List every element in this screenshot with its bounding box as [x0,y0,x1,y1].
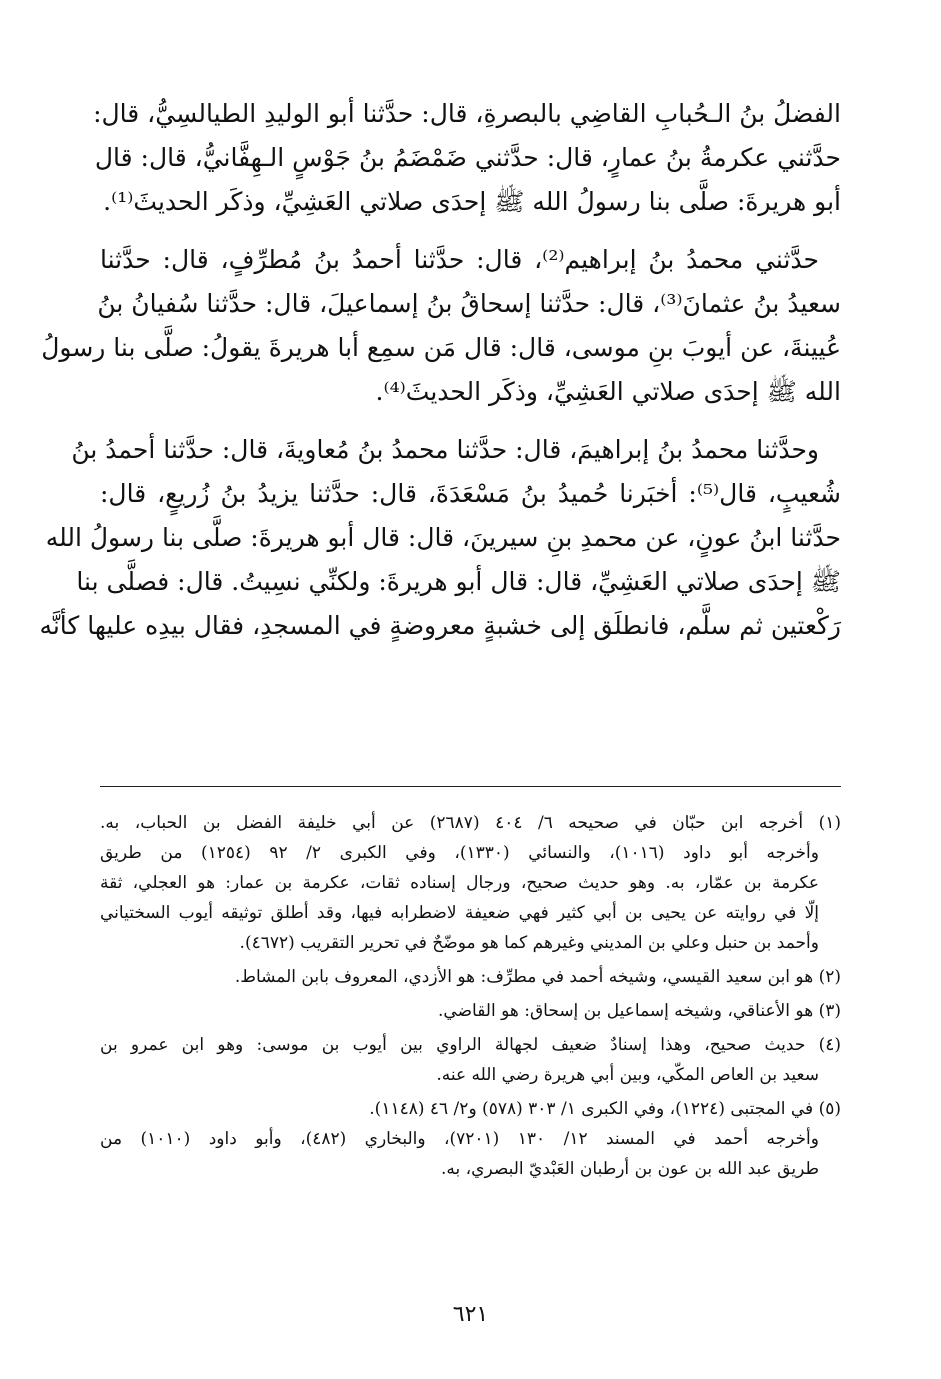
text-line: سعيدُ بنُ عثمانَ⁽³⁾، قال: حدَّثنا إسحاقُ بنُ إسماعيلَ، قال: حدَّثنا سُفيانُ بنُ [97,289,841,318]
text-line: الفضلُ بنُ الـحُبابِ القاضِي بالبصرةِ، قال: حدَّثنا أبو الوليدِ الطيالسِيُّ، قال: [93,99,841,128]
page-number: ٦٢١ [452,1302,489,1327]
text-line: حدَّثنا ابنُ عونٍ، عن محمدِ بنِ سيرينَ، قال: قال أبو هريرةَ: صلَّى بنا رسولُ الله [45,523,841,552]
footnote-5 [100,1094,841,1184]
text-line: رَكْعتين ثم سلَّم، فانطلَق إلى خشبةٍ معروضةٍ في المسجدِ، فقال بيدِه عليها كأنَّه [39,611,841,640]
footnote-line: عكرمة بن عمّار، به. وهو حديث صحيح، ورجال إسناده ثقات، عكرمة بن عمار: هو العجلي، ثقة [100,873,819,893]
paragraph-2 [41,238,841,414]
footnote-4 [100,1030,841,1090]
footnote-line: (٣) هو الأعناقي، وشيخه إسماعيل بن إسحاق: هو القاضي. [438,1001,841,1021]
footnote-line: (٥) في المجتبى (١٢٢٤)، وفي الكبرى ١/ ٣٠٣ (٥٧٨) و٢/ ٤٦ (١١٤٨). [369,1099,841,1119]
footnote-line: وأخرجه أبو داود (١٠١٦)، والنسائي (١٣٣٠)، وفي الكبرى ٢/ ٩٢ (١٢٥٤) من طريق [100,843,819,863]
footnote-3 [100,996,841,1026]
paragraph-3 [39,428,841,648]
paragraph-1 [93,92,841,224]
footnote-line: وأخرجه أحمد في المسند ١٢/ ١٣٠ (٧٢٠١)، والبخاري (٤٨٢)، وأبو داود (١٠١٠) من [100,1129,819,1149]
text-line: حدَّثني محمدُ بنُ إبراهيم⁽²⁾، قال: حدَّثنا أحمدُ بنُ مُطرِّفٍ، قال: حدَّثنا [100,245,819,274]
text-line: ﷺ إحدَى صلاتي العَشِيِّ، قال: قال أبو هريرةَ: ولكنِّي نسِيتُ. قال: فصلَّى بنا [76,567,841,596]
text-line: وحدَّثنا محمدُ بنُ إبراهيمَ، قال: حدَّثنا محمدُ بنُ مُعاويةَ، قال: حدَّثنا أحمدُ بنُ [71,435,819,464]
footnote-2 [100,962,841,992]
footnote-line: (٢) هو ابن سعيد القيسي، وشيخه أحمد في مطرِّف: هو الأزدي، المعروف بابن المشاط. [234,967,841,987]
main-text [39,92,841,662]
text-line: عُيينةَ، عن أيوبَ بنِ موسى، قال: قال مَن سمِع أبا هريرةَ يقولُ: صلَّى بنا رسولُ [41,333,841,362]
footnote-line: (١) أخرجه ابن حبّان في صحيحه ٦/ ٤٠٤ (٢٦٨٧) عن أبي خليفة الفضل بن الحباب، به. [100,813,841,833]
text-line: الله ﷺ إحدَى صلاتي العَشِيِّ، وذكَر الحديثَ⁽⁴⁾. [375,377,841,406]
footnote-separator [100,786,841,787]
footnote-1 [100,808,841,958]
text-line: أبو هريرةَ: صلَّى بنا رسولُ الله ﷺ إحدَى صلاتي العَشِيِّ، وذكَر الحديثَ⁽¹⁾. [103,187,841,216]
footnote-line: إلّا في روايته عن يحيى بن أبي كثير فهي ضعيفة لاضطرابه فيها، وقد أطلق توثيقه أيوب السختياني [100,903,819,923]
text-line: حدَّثني عكرمةُ بنُ عمارٍ، قال: حدَّثني ضَمْضَمُ بنُ جَوْسٍ الـهِفَّانيُّ، قال: قال [94,143,841,172]
footnote-line: (٤) حديث صحيح، وهذا إسنادٌ ضعيف لجهالة الراوي بين أيوب بن موسى: وهو ابن عمرو بن [100,1035,841,1055]
text-line: شُعيبٍ، قال⁽⁵⁾: أخبَرنا حُميدُ بنُ مَسْعَدَةَ، قال: حدَّثنا يزيدُ بنُ زُريعٍ، قال: [100,479,841,508]
footnote-line: سعيد بن العاص المكّي، وبين أبي هريرة رضي الله عنه. [436,1065,819,1085]
footnotes [100,808,841,1188]
footnote-line: وأحمد بن حنبل وعلي بن المديني وغيرهم كما هو موضّحٌ في تحرير التقريب (٤٦٧٢). [239,933,819,953]
footnote-line: طريق عبد الله بن عون بن أرطبان العَبْديّ البصري، به. [441,1159,819,1179]
